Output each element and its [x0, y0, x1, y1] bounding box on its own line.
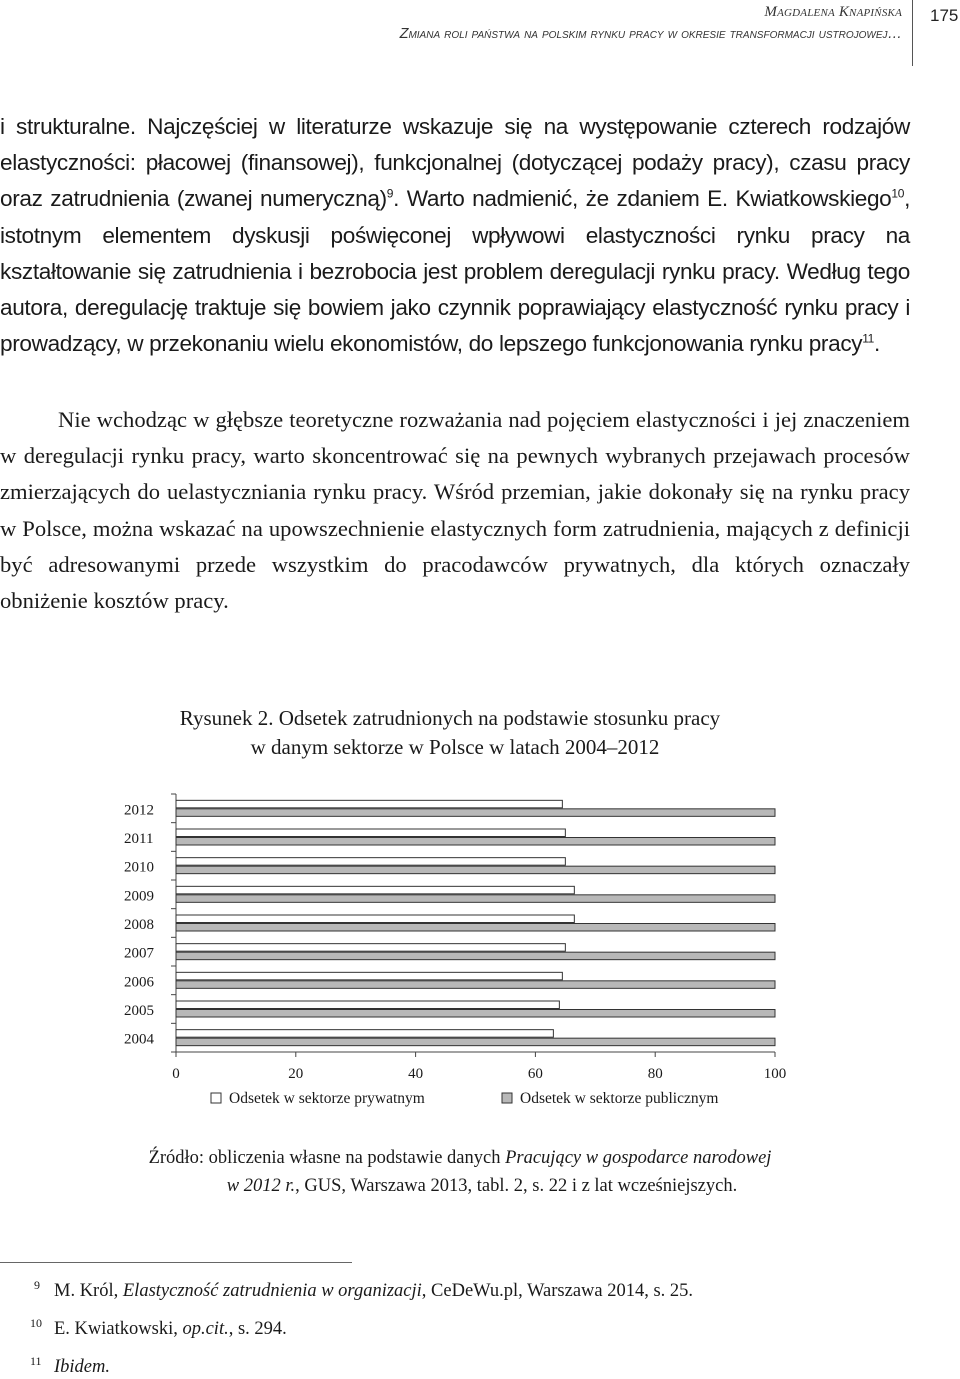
p1-text-part4: . — [873, 331, 880, 357]
footnote-number: 9 — [34, 1278, 40, 1292]
x-tick-label: 80 — [647, 1066, 663, 1082]
footnote-number: 11 — [30, 1354, 42, 1368]
bar-public — [176, 895, 775, 903]
bar-private — [176, 858, 565, 866]
bar-private — [176, 1030, 553, 1038]
source-italic-title: Pracujący w gospodarce narodowej — [505, 1148, 772, 1168]
figure-caption — [0, 704, 910, 762]
bar-chart — [0, 780, 960, 1130]
bar-public — [176, 838, 775, 846]
category-label: 2005 — [124, 1003, 154, 1019]
bar-private — [176, 944, 565, 952]
bar-private — [176, 1001, 559, 1009]
source-italic-year: w 2012 r. — [226, 1176, 296, 1196]
page-number: 175 — [930, 6, 959, 25]
running-header-author: Magdalena Knapińska — [764, 4, 902, 20]
category-label: 2012 — [124, 802, 154, 819]
legend-swatch — [502, 1093, 512, 1103]
figure-caption-line-1: Rysunek 2. Odsetek zatrudnionych na podstawie stosunku pracy — [179, 706, 721, 730]
body-paragraph-1 — [0, 109, 910, 362]
bar-public — [176, 952, 775, 960]
x-tick-label: 100 — [763, 1066, 787, 1082]
footnote-ref-11[interactable]: 11 — [862, 331, 874, 346]
p1-text-part3: , istotnym elementem dyskusji poświęconej wpływowi elastyczności rynku pracy na kształtowanie się zatrudnienia i bezrobocia jest problem deregulacji rynku pracy. Według tego autora, deregulację traktuje się bowiem jako czynnik poprawiający elastyczność rynku pracy i prowadzący, w przekonaniu wielu ekonomistów, do lepszego funkcjonowania rynku pracy — [0, 186, 910, 357]
footnote-rule — [0, 1262, 352, 1263]
bar-public — [176, 1010, 775, 1018]
footnote-text: E. Kwiatkowski, — [54, 1319, 183, 1339]
footnote-italic: Elastyczność zatrudnienia w organizacji — [122, 1281, 422, 1301]
legend-label: Odsetek w sektorze publicznym — [520, 1090, 719, 1107]
p1-text-part2: . Warto nadmienić, że zdaniem E. Kwiatkowskiego — [393, 186, 892, 212]
bar-public — [176, 866, 775, 874]
footnote-ref-10[interactable]: 10 — [891, 186, 905, 201]
x-tick-label: 0 — [172, 1066, 180, 1082]
bar-public — [176, 809, 775, 817]
category-label: 2006 — [124, 974, 154, 991]
body-paragraph-2 — [0, 402, 910, 619]
p1-text-part1: i strukturalne. Najczęściej w literaturze wskazuje się na występowanie czterech rodzajów elastyczności: płacowej (finansowej), funkcjonalnej (dotyczącej podaży pracy), czasu pracy oraz zatrudnienia (zwanej numeryczną) — [0, 114, 910, 212]
legend-swatch — [211, 1093, 221, 1103]
x-tick-label: 20 — [288, 1066, 304, 1082]
category-label: 2010 — [124, 859, 154, 876]
bar-public — [176, 1038, 775, 1046]
legend-label: Odsetek w sektorze prywatnym — [229, 1090, 425, 1107]
footnote-text-end: , s. 294. — [228, 1319, 287, 1339]
x-tick-label: 60 — [527, 1066, 543, 1082]
source-rest: , GUS, Warszawa 2013, tabl. 2, s. 22 i z lat wcześniejszych. — [295, 1176, 738, 1196]
figure-caption-line-2: w danym sektorze w Polsce w latach 2004–2012 — [250, 735, 660, 759]
footnote-number: 10 — [30, 1316, 42, 1330]
header-divider — [912, 0, 913, 66]
footnote-text-end: , CeDeWu.pl, Warszawa 2014, s. 25. — [421, 1281, 694, 1301]
footnote-italic: Ibidem. — [54, 1357, 110, 1377]
bar-private — [176, 800, 562, 808]
footnote-italic: op.cit. — [182, 1319, 229, 1339]
category-label: 2011 — [124, 831, 154, 847]
category-label: 2004 — [124, 1031, 154, 1048]
figure-source — [0, 1144, 920, 1200]
source-label: Źródło: obliczenia własne na podstawie danych — [148, 1148, 506, 1168]
bar-public — [176, 924, 775, 932]
p2-text: Nie wchodząc w głębsze teoretyczne rozważania nad pojęciem elastyczności i jej znaczeniem w deregulacji rynku pracy, warto skoncentrować się na pewnych wybranych przejawach procesów zmierzających do uelastyczniania rynku pracy. Wśród przemian, jakie dokonały się na rynku pracy w Polsce, można wskazać na upowszechnienie elastycznych form zatrudnienia, mających z definicji być adresowanymi przede wszystkim do pracodawców prywatnych, dla których oznaczały obniżenie kosztów pracy. — [0, 407, 910, 614]
category-label: 2009 — [124, 888, 154, 905]
category-label: 2008 — [124, 917, 154, 933]
footnote-text: M. Król, — [54, 1281, 123, 1301]
running-header-title: Zmiana roli państwa na polskim rynku pracy w okresie transformacji ustrojowej… — [399, 26, 902, 42]
bar-private — [176, 915, 574, 923]
bar-private — [176, 829, 565, 837]
bar-private — [176, 886, 574, 894]
running-header — [0, 0, 960, 70]
footnote-ref-9[interactable]: 9 — [386, 186, 394, 201]
x-tick-label: 40 — [408, 1066, 424, 1082]
category-label: 2007 — [124, 945, 154, 962]
bar-public — [176, 981, 775, 989]
bar-private — [176, 972, 562, 980]
